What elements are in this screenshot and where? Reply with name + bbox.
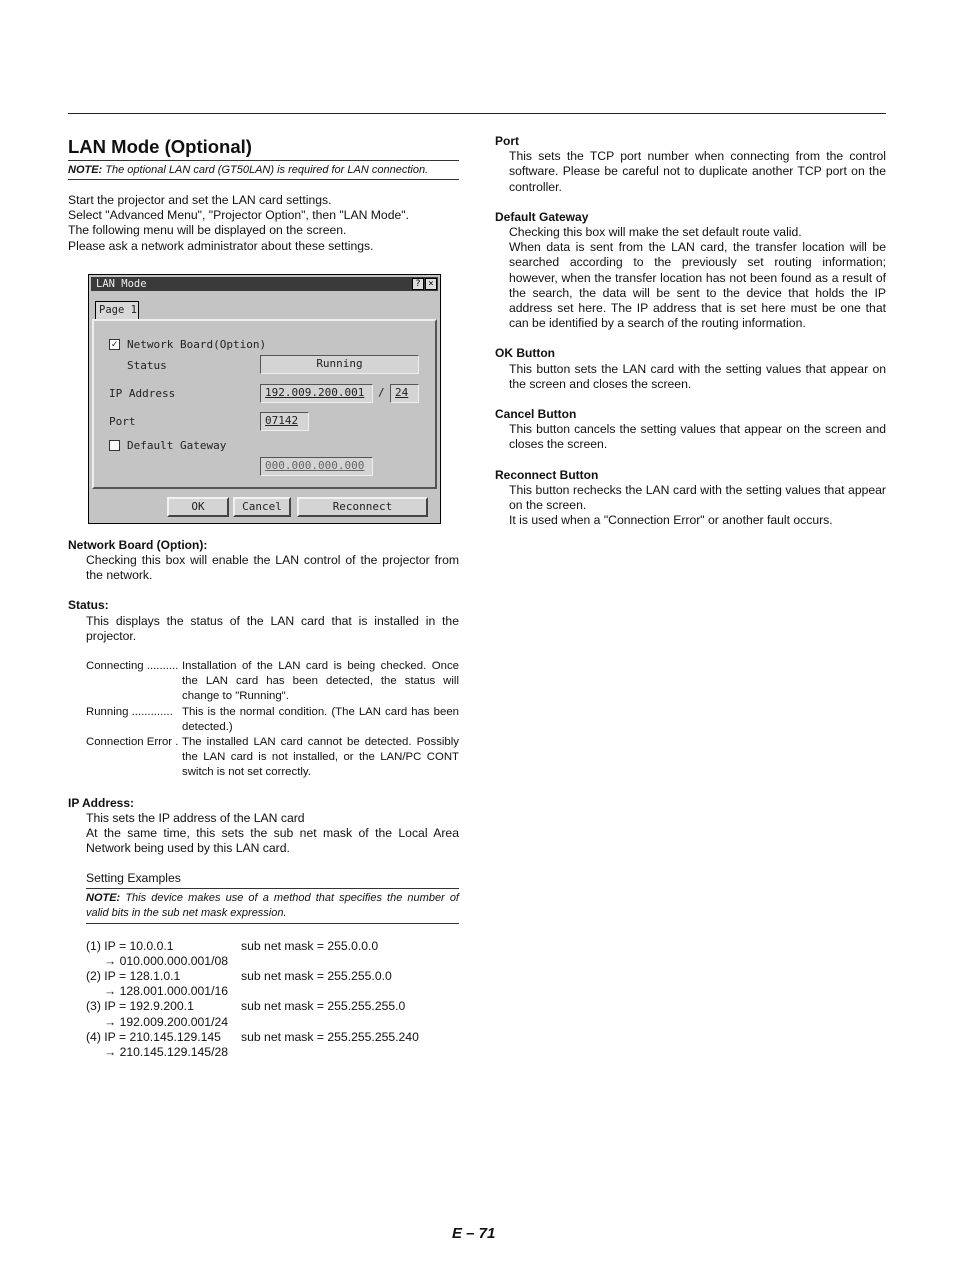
top-rule (68, 113, 886, 114)
reconnect-button-heading: Reconnect Button (495, 467, 599, 482)
ip-address-label: IP Address (109, 386, 176, 400)
reconnect-button[interactable]: Reconnect (297, 497, 428, 517)
status-field: Running (260, 355, 419, 374)
note-label: NOTE: (68, 164, 103, 176)
ip-address-text-1: This sets the IP address of the LAN card (86, 810, 305, 825)
default-gateway-checkbox[interactable] (109, 440, 120, 451)
intro-line: Select "Advanced Menu", "Projector Option", then "LAN Mode". (68, 208, 409, 223)
status-desc: The installed LAN card cannot be detected. Possibly the LAN card is not installed, or the LAN/PC CONT switch is not set correctly. (182, 736, 459, 779)
close-icon[interactable]: × (425, 278, 437, 290)
example-row (86, 939, 459, 954)
lan-mode-dialog (88, 274, 441, 524)
port-input[interactable] (260, 412, 309, 431)
cancel-button-heading: Cancel Button (495, 407, 577, 422)
note2-label: NOTE: (86, 891, 121, 904)
network-board-text: Checking this box will enable the LAN control of the projector from the network. (86, 553, 459, 583)
default-gateway-text-1: Checking this box will make the set default route valid. (509, 225, 802, 240)
note-text: The optional LAN card (GT50LAN) is required for LAN connection. (102, 164, 429, 176)
default-gateway-text-2: When data is sent from the LAN card, the transfer location will be searched according to the previously set routing information; however, when the transfer location has not been found as a result of the search, the data will be sent to the device that holds the IP address set here. The IP address that is set here must be one that can be identified by a search of the routing information. (509, 240, 886, 331)
network-board-checkbox[interactable]: ✓ (109, 339, 120, 350)
example-mask: sub net mask = 255.255.0.0 (241, 969, 392, 984)
default-gateway-heading: Default Gateway (495, 209, 589, 224)
example-ip: (4) IP = 210.145.129.145 (86, 1029, 221, 1044)
example-result: → 128.001.000.001/16 (104, 984, 229, 999)
default-gateway-value: 000.000.000.000 (265, 458, 365, 472)
left-column (68, 136, 459, 1060)
example-result: → 010.000.000.001/08 (104, 953, 229, 968)
status-term: Running ............. (86, 705, 173, 718)
cancel-button[interactable]: Cancel (233, 497, 291, 517)
default-gateway-label: Default Gateway (127, 438, 227, 452)
example-row (86, 1030, 459, 1045)
ip-address-input[interactable] (260, 384, 373, 403)
reconnect-button-text-1: This button rechecks the LAN card with the setting values that appear on the screen. (509, 482, 886, 513)
status-term: Connection Error . (86, 736, 179, 749)
ok-button[interactable]: OK (167, 497, 229, 517)
example-result: → 210.145.129.145/28 (104, 1045, 229, 1060)
example-result: → 192.009.200.001/24 (104, 1014, 229, 1029)
ip-address-heading: IP Address: (68, 795, 135, 810)
note2-text: This device makes use of a method that specifies the number of valid bits in the sub net mask expression. (86, 891, 459, 919)
help-icon[interactable]: ? (412, 278, 424, 290)
port-value: 07142 (265, 413, 299, 427)
default-gateway-input[interactable] (260, 457, 373, 476)
dialog-title-bar (91, 277, 438, 291)
example-ip: (3) IP = 192.9.200.1 (86, 999, 194, 1014)
example-row (86, 969, 459, 984)
status-desc: This is the normal condition. (The LAN card has been detected.) (182, 705, 459, 733)
right-column (495, 134, 886, 528)
ip-address-text-2: At the same time, this sets the sub net mask of the Local Area Network being used by this LAN card. (86, 826, 459, 856)
ip-address-value: 192.009.200.001 (265, 385, 365, 399)
intro-line: The following menu will be displayed on the screen. (68, 223, 347, 238)
status-def-row (86, 735, 459, 781)
port-heading: Port (495, 134, 519, 148)
tab-page-1[interactable]: Page 1 (95, 301, 139, 319)
setting-examples (68, 939, 459, 1061)
status-definitions (68, 659, 459, 781)
reconnect-button-text-2: It is used when a "Connection Error" or another fault occurs. (509, 513, 833, 528)
note-lan-card (68, 160, 459, 180)
mask-separator: / (378, 385, 385, 399)
intro-text (68, 193, 459, 254)
network-board-heading: Network Board (Option): (68, 537, 208, 552)
dialog-title: LAN Mode (96, 277, 147, 290)
status-text: This displays the status of the LAN card that is installed in the projector. (86, 613, 459, 643)
page-title: LAN Mode (Optional) (68, 136, 252, 157)
settings-panel (92, 319, 437, 489)
status-def-row (86, 659, 459, 705)
example-mask: sub net mask = 255.255.255.0 (241, 999, 406, 1014)
example-mask: sub net mask = 255.0.0.0 (241, 938, 379, 953)
note-subnet-mask (86, 888, 459, 924)
ok-button-text: This button sets the LAN card with the setting values that appear on the screen and closes the screen. (509, 361, 886, 391)
example-row (86, 999, 459, 1014)
ok-button-heading: OK Button (495, 346, 555, 361)
example-ip: (1) IP = 10.0.0.1 (86, 938, 174, 953)
status-desc: Installation of the LAN card is being checked. Once the LAN card has been detected, the status will change to "Running". (182, 660, 459, 703)
mask-bits-value: 24 (395, 385, 409, 399)
page-number: E – 71 (452, 1225, 496, 1242)
cancel-button-text: This button cancels the setting values that appear on the screen and closes the screen. (509, 422, 886, 452)
status-label: Status (127, 358, 167, 372)
port-text: This sets the TCP port number when connecting from the control software. Please be careful not to duplicate another TCP port on the controller. (509, 149, 886, 194)
example-mask: sub net mask = 255.255.255.240 (241, 1029, 419, 1044)
intro-line: Please ask a network administrator about these settings. (68, 238, 374, 253)
status-def-row (86, 705, 459, 735)
port-label: Port (109, 414, 136, 428)
mask-bits-input[interactable] (390, 384, 419, 403)
intro-line: Start the projector and set the LAN card settings. (68, 193, 332, 207)
network-board-label: Network Board(Option) (127, 337, 267, 351)
status-heading: Status: (68, 598, 109, 613)
example-ip: (2) IP = 128.1.0.1 (86, 969, 181, 984)
setting-examples-label: Setting Examples (86, 871, 181, 886)
status-term: Connecting .......... (86, 660, 179, 673)
